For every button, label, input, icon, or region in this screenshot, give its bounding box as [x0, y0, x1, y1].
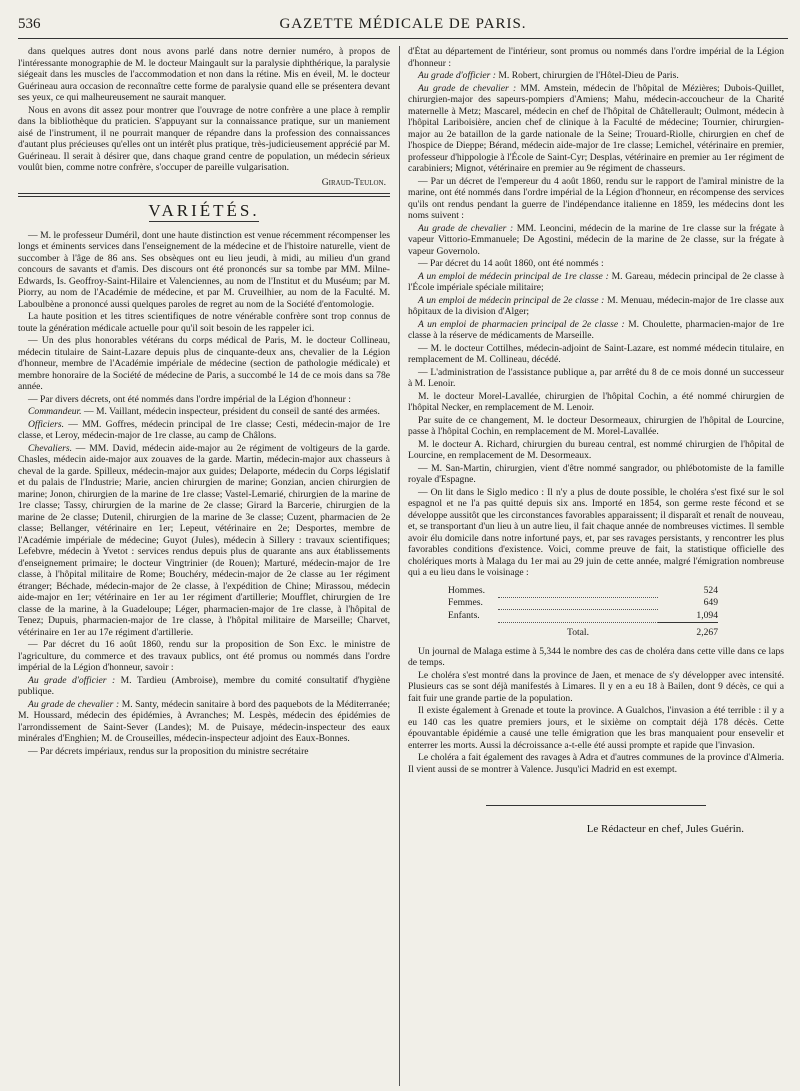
review-signature: Giraud-Teulon. [321, 176, 386, 188]
chevalier-label: Au grade de chevalier : [418, 82, 517, 94]
news-paragraph: — Par décret du 14 août 1860, ont été nommés : [418, 258, 604, 269]
news-paragraph: — Par décrets impériaux, rendus sur la proposition du ministre secrétaire [28, 745, 309, 757]
news-paragraph: — Par décret du 16 août 1860, rendu sur la proposition de Son Exc. le ministre de l'agriculture, du commerce et des travaux publics, ont été promus ou nommés dans l'ordre impérial de la Légion d'honneur, savoir : [18, 639, 390, 673]
chevaliers-entry [18, 443, 390, 639]
grade-officier-entry [18, 675, 390, 698]
news-paragraph: Le choléra s'est montré dans la province de Jaen, et menace de s'y développer avec intensité. Plusieurs cas se sont déjà manifestés à Limares. Il y en a eu 18 à Bailen, dont 9 décès, ce qui a fait fuir une grande partie de la population. [408, 669, 784, 704]
commandeur-text: — M. Vaillant, médecin inspecteur, président du conseil de santé des armées. [83, 406, 380, 417]
grade-officier-label: Au grade d'officier : [28, 674, 116, 686]
closing-rule [486, 805, 706, 806]
officiers-text: — MM. Goffres, médecin principal de 1re classe; Cesti, médecin-major de 1re classe, et Leroy, médecin-major de 1re classe, au camp de Châlons. [18, 418, 390, 441]
news-paragraph: — L'administration de l'assistance publique a, par arrêté du 8 de ce mois donné un successeur à M. Lenoir. [408, 366, 784, 389]
grade-chevalier-label: Au grade de chevalier : [28, 698, 120, 710]
stat-label: Femmes. [448, 597, 483, 608]
stat-label: Hommes. [448, 584, 486, 596]
grade-officier-text: M. Tardieu (Ambroise), membre du comité consultatif d'hygiène publique. [18, 674, 390, 697]
table-row [448, 597, 718, 610]
chevaliers-label: Chevaliers. [28, 442, 72, 454]
right-column [408, 46, 784, 1086]
chevalier-text: MM. Amstein, médecin de l'hôpital de Mézières; Dubois-Quillet, chirurgien-major des sapeurs-pompiers d'Amiens; Mahu, médecin-accoucheur de la Charité maternelle à Metz; Mascarel, médecin en chef de l'hôpital de Châtellerault; Oulmont, médecin à l'hôpital Lariboisière, ancien chef de clinique à la Faculté de médecine; Tournier, chirurgien-major au 2e bataillon de la garde nationale de la Seine; Trouard-Riolle, chirurgien en chef de l'hospice de Dieppe; Bérand, médecin aide-major de 1re classe; Lemichel, vétérinaire en premier, professeur d'hippologie à l'École de Saint-Cyr; Desplas, vétérinaire en premier au 1er régiment de carabiniers; Mignot, vétérinaire en premier au 9e régiment de chasseurs. [408, 82, 784, 174]
news-paragraph: — M. le professeur Duméril, dont une haute distinction est venue récemment récompenser les longs et éminents services dans l'enseignement de la médecine et de l'histoire naturelle, vient de succomber à l'âge de 86 ans. Ses obsèques ont eu lieu jeudi, à midi, au milieu d'un grand concours de savants et d'amis. Des discours ont été prononcés sur sa tombe par MM. Milne-Edwards, Is. Geoffroy-Saint-Hilaire et Valenciennes, au nom de l'Institut et du Muséum; par M. Piorry, au nom de l'Académie de médecine, et par M. Cruveilhier, au nom de la Faculté. M. Laboulbène a prononcé aussi quelques paroles de regret au nom de la Société d'entomologie. [18, 229, 390, 310]
section-title: VARIÉTÉS. [148, 201, 260, 220]
news-paragraph: — M. le docteur Cottilhes, médecin-adjoint de Saint-Lazare, est nommé médecin titulaire, en remplacement de M. Collineau, décédé. [408, 342, 784, 365]
chevalier-entry [408, 83, 784, 175]
stat-label: Enfants. [448, 609, 480, 621]
emploi-text: M. Gareau, médecin principal de 2e classe à l'École impériale spéciale militaire; [408, 270, 784, 293]
news-paragraph: — M. San-Martin, chirurgien, vient d'être nommé sangrador, ou phlébotomiste de la famille royale d'Espagne. [408, 462, 784, 485]
table-row [448, 585, 718, 598]
dot-leader [498, 610, 658, 623]
emploi-entry [408, 295, 784, 318]
officier-text: M. Robert, chirurgien de l'Hôtel-Dieu de Paris. [498, 70, 679, 81]
dot-leader [498, 597, 658, 610]
emploi-entry [408, 319, 784, 342]
chevaliers-text: — MM. David, médecin aide-major au 2e régiment de voltigeurs de la garde. Chasles, médecin aide-major aux zouaves de la garde. Martin, médecin-major aux chasseurs à cheval de la garde. Spilleux, médecin-major aux guides; Delaporte, médecin du Corps législatif et du palais de l'Industrie; Marie, ancien chirurgien de marine; Gonzian, ancien chirurgien de marine; Jonon, chirurgien de la marine de 1re classe; Vastel-Lemarié, chirurgien de la marine de 1re classe; Tassy, chirurgien de la marine de 2e classe; Girard la Barcerie, chirurgien de la marine de 2e classe; Dutenil, chirurgien de la marine de 3e classe; Cuzent, pharmacien de 2e classe; Bellanger, vétérinaire en 1er; Lepeut, vétérinaire en 2e; Desportes, membre de l'Académie impériale de médecine; Guyot (Jules), médecin à Sillery : travaux scientifiques; Lefebvre, médecin à Yvetot : services rendus depuis plus de quarante ans aux établissements d'enseignement primaire; le docteur Vingtrinier (de Rouen); Marturé, médecin-major de 1re classe, à l'hôpital militaire de Rome; Bouchéry, médecin-major de 2e classe au 1er régiment étranger; Béchade, médecin-major de 2e classe, à l'expédition de Chine; Mirassou, médecin aide-major en 1er; vétérinaire en 1er au 1er régiment d'artillerie; Moufflet, chirurgien de 1re classe de la marine, à la Guadeloupe; Léger, pharmacien-major de 1re classe, à l'hôpital de Tenez; Dupuis, pharmacien-major de 1re classe, à l'hôpital militaire de Marseille; Charvet, vétérinaire en 1er au 17e régiment d'artillerie. [18, 442, 390, 638]
page-number: 536 [18, 16, 41, 32]
table-row [448, 623, 718, 640]
dot-leader [498, 585, 658, 598]
news-paragraph: — Par un décret de l'empereur du 4 août 1860, rendu sur le rapport de l'amiral ministre de la marine, ont été nommés dans l'ordre impérial de la Légion d'honneur, en récompense des services qu'ils ont rendus pendant la guerre de l'indépendance italienne en 1859, les médecins dont les noms suivent : [408, 175, 784, 221]
news-paragraph: M. le docteur Morel-Lavallée, chirurgien de l'hôpital Cochin, a été nommé chirurgien de l'hôpital Necker, en remplacement de M. Lenoir. [408, 390, 784, 413]
intro-paragraph: dans quelques autres dont nous avons parlé dans notre dernier numéro, à propos de l'intéressante monographie de M. le docteur Maingault sur la paralysie diphthérique, la paralysie siégeait dans les muscles de l'accommodation et non dans la rétine. Mis en éveil, M. le docteur Guérineau aura occasion de reconnaître cette forme de paralysie quand elle se présentera devant ses yeux, ce qui malheureusement ne saurait manquer. [18, 46, 390, 103]
table-row [448, 610, 718, 623]
emploi-label: A un emploi de médecin principal de 2e classe : [418, 294, 605, 306]
intro-paragraph: Nous en avons dit assez pour montrer que l'ouvrage de notre confrère a une place à remplir dans la bibliothèque du praticien. S'appuyant sur la connaissance pratique, sur un maniement aisé de l'instrument, il ne pourrait manquer de répandre dans la profession des connaissances d'autant plus précieuses qu'elles ont un intérêt plus pratique, très-judicieusement apprécié par M. Guérineau. Il serait à désirer que, dans chaque grand centre de population, un médecin sérieux voulût bien, comme notre confrère, s'occuper de pareille vulgarisation. [18, 104, 390, 173]
news-paragraph: — On lit dans le Siglo medico : Il n'y a plus de doute possible, le choléra s'est fixé sur le sol espagnol et ne l'a pas quitté depuis six ans. Importé en 1854, son germe reste fécond et se développe aussitôt que les circonstances favorables apparaissent; il disparaît et renaît de nouveau, et, se transportant d'un lieu à un autre lieu, il fait chaque année de nombreuses victimes. Il semble avoir élu domicile dans notre infortuné pays, et, par ses ravages persistants, y rencontrer les plus favorables conditions d'existence. Voici, comme preuve de fait, la statistique officielle des cholériques morts à Malaga du 1er mai au 29 juin de cette année, malgré l'émigration nombreuse qui a eu lieu dans le voisinage : [408, 486, 784, 578]
officier-label: Au grade d'officier : [418, 70, 496, 81]
news-paragraph: Un journal de Malaga estime à 5,344 le nombre des cas de choléra dans cette ville dans ce laps de temps. [408, 645, 784, 668]
stat-value: 1,094 [696, 609, 718, 621]
editor-signature: Le Rédacteur en chef, Jules Guérin. [586, 823, 744, 835]
news-paragraph: Par suite de ce changement, M. le docteur Desormeaux, chirurgien de l'hôpital de Lourcine, passe à l'hôpital Cochin, en remplacement de M. Morel-Lavallée. [408, 414, 784, 437]
page-header [18, 14, 788, 39]
section-divider [18, 193, 390, 197]
emploi-entry [408, 271, 784, 294]
commandeur-label: Commandeur. [28, 406, 82, 417]
officier-entry [408, 70, 784, 82]
title-underline [149, 221, 259, 222]
chevalier-entry [408, 223, 784, 258]
cholera-statistics-table [448, 585, 718, 640]
total-label: Total. [567, 627, 589, 638]
stat-value: 524 [703, 584, 718, 596]
emploi-text: M. Menuau, médecin-major de 1re classe aux hôpitaux de la division d'Alger; [408, 294, 784, 317]
left-column [18, 46, 390, 1086]
emploi-label: A un emploi de médecin principal de 1re classe : [418, 270, 609, 282]
chevalier-text: MM. Leoncini, médecin de la marine de 1re classe sur la frégate à vapeur Vittorio-Emmanuele; De Agostini, médecin de la marine de 2e classe, sur la frégate à vapeur Governolo. [408, 222, 784, 257]
chevalier-label: Au grade de chevalier : [418, 222, 514, 234]
news-paragraph: Il existe également à Grenade et toute la province. A Gualchos, l'invasion a été terrible : il y a eu 140 cas les quatre premiers jours, et le sixième on comptait déjà 178 décès. Cette épouvantable épidémie a causé une telle émigration que les bras manquaient pour ensevelir et enterrer les morts. Aussi la décroissance a-t-elle été aussi prompte et rapide que l'invasion. [408, 705, 784, 751]
news-paragraph: — Par divers décrets, ont été nommés dans l'ordre impérial de la Légion d'honneur : [28, 393, 351, 405]
officiers-label: Officiers. [28, 418, 64, 430]
emploi-label: A un emploi de pharmacien principal de 2e classe : [418, 318, 625, 330]
journal-title: GAZETTE MÉDICALE DE PARIS. [279, 16, 527, 32]
commandeur-entry [18, 406, 390, 418]
column-divider [399, 46, 400, 1086]
news-paragraph: d'État au département de l'intérieur, sont promus ou nommés dans l'ordre impérial de la Légion d'honneur : [408, 46, 784, 69]
news-paragraph: M. le docteur A. Richard, chirurgien du bureau central, est nommé chirurgien de l'hôpital de Lourcine, en remplacement de M. Desormeaux. [408, 438, 784, 461]
total-value: 2,267 [658, 623, 718, 640]
news-paragraph: La haute position et les titres scientifiques de notre vénérable confrère sont trop connus de toute la génération médicale actuelle pour qu'il soit besoin de les rappeler ici. [18, 311, 390, 334]
stat-value: 649 [703, 597, 718, 608]
emploi-text: M. Choulette, pharmacien-major de 1re classe à la réserve de médicaments de Marseille. [408, 318, 784, 341]
grade-chevalier-entry [18, 699, 390, 745]
news-paragraph: — Un des plus honorables vétérans du corps médical de Paris, M. le docteur Collineau, médecin titulaire de Saint-Lazare depuis plus de cinquante-deux ans, chevalier de la Légion d'honneur, membre de l'Académie impériale de médecine (section de pathologie médicale) et membre honoraire de la Société de médecine de Paris, a succombé le 14 de ce mois dans sa 78e année. [18, 335, 390, 392]
news-paragraph: Le choléra a fait également des ravages à Adra et d'autres communes de la province d'Almeria. Il vient aussi de se montrer à Valence. Jusqu'ici Madrid en est exempt. [408, 752, 784, 775]
officiers-entry [18, 419, 390, 442]
grade-chevalier-text: M. Santy, médecin sanitaire à bord des paquebots de la Méditerranée; M. Houssard, médecin des épidémies, à Avranches; M. Lespès, médecin des épidémies de l'arrondissement de Saint-Sever (Landes); M. de Puisaye, médecin-inspecteur des eaux minérales d'Enghien; M. de Crouseilles, médecin-inspecteur adjoint des Eaux-Bonnes. [18, 698, 390, 744]
